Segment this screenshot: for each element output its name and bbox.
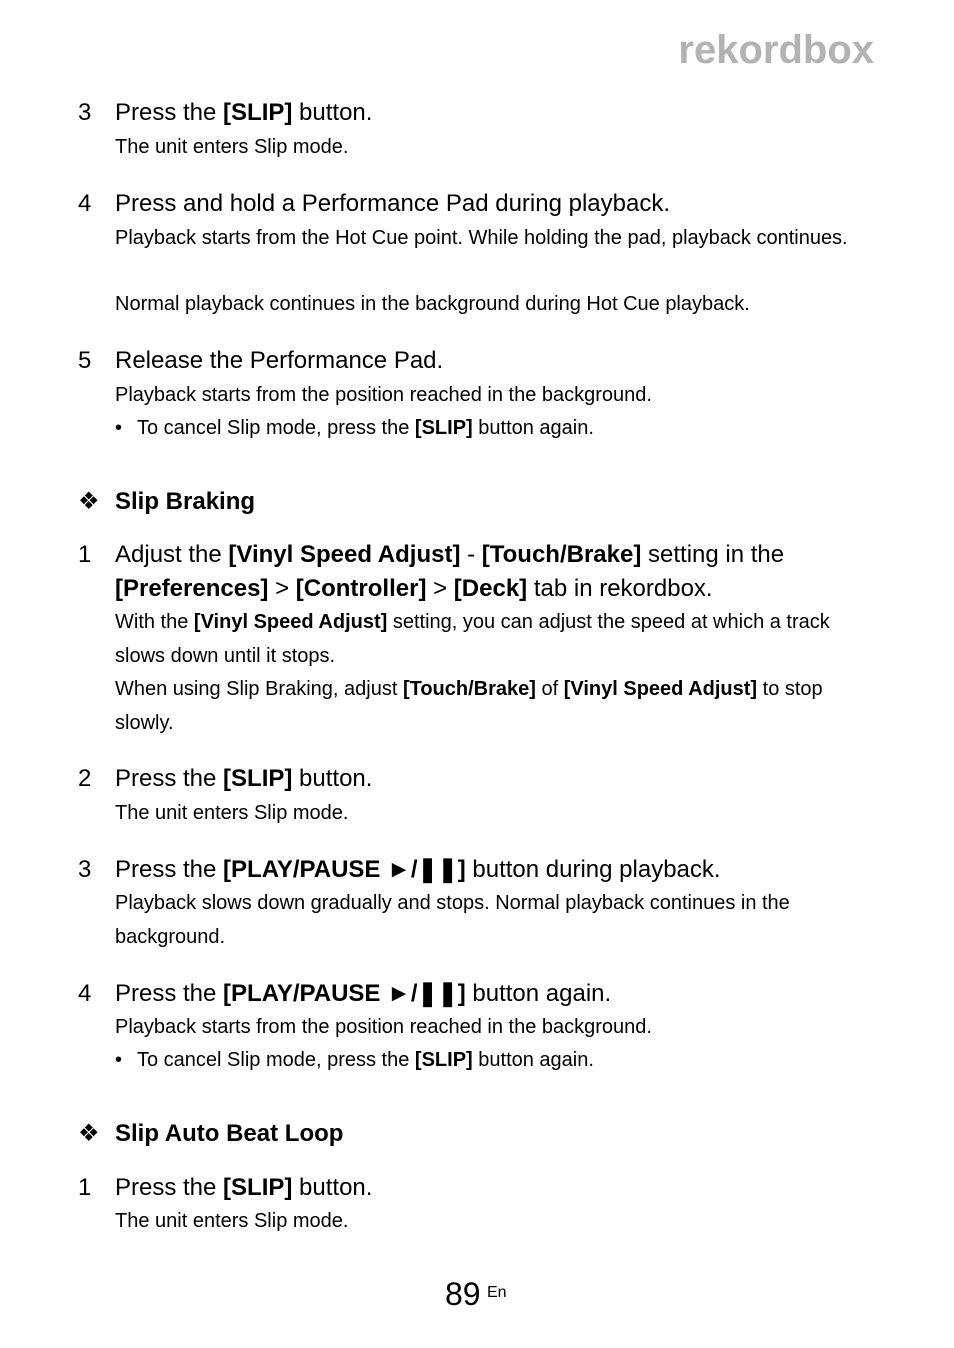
step-heading: Release the Performance Pad. <box>115 347 444 374</box>
page-number: 89 <box>445 1276 481 1312</box>
step-heading <box>115 96 875 130</box>
step-heading: Press and hold a Performance Pad during playback. <box>115 190 670 217</box>
play-pause-button-label: [PLAY/PAUSE ►/❚❚] <box>223 980 466 1007</box>
text: To cancel Slip mode, press the <box>137 1049 415 1071</box>
text: With the <box>115 611 194 633</box>
text: button again. <box>465 980 612 1007</box>
slip-button-label: [SLIP] <box>223 765 293 792</box>
step-description: Playback starts from the position reached in the background. <box>115 384 652 406</box>
slip-button-label: [SLIP] <box>223 99 293 126</box>
diamond-icon: ❖ <box>78 488 100 515</box>
step-description: Playback starts from the position reached in the background. <box>115 1016 652 1038</box>
step-description: The unit enters Slip mode. <box>115 802 349 824</box>
setting-label: [Vinyl Speed Adjust] <box>228 541 461 568</box>
tab-label: [Deck] <box>453 575 528 602</box>
menu-label: [Controller] <box>295 575 427 602</box>
text: button. <box>292 99 373 126</box>
bullet-icon: • <box>115 1049 123 1071</box>
language-code: En <box>487 1284 507 1301</box>
text: > <box>426 575 454 602</box>
text: Press the <box>115 1174 224 1201</box>
step-description: Playback slows down gradually and stops. Normal playback continues in the background. <box>115 892 790 948</box>
step-number: 4 <box>78 190 92 217</box>
section-heading-slip-braking <box>78 485 255 519</box>
menu-label: [Preferences] <box>115 575 269 602</box>
slip-button-label: [SLIP] <box>223 1174 293 1201</box>
section-heading-slip-auto-beat-loop <box>78 1117 343 1151</box>
text: - <box>460 541 482 568</box>
bullet-note <box>115 412 875 445</box>
text: to stop slowly. <box>115 678 823 734</box>
step-description <box>115 606 875 673</box>
text: Adjust the <box>115 541 229 568</box>
setting-label: [Touch/Brake] <box>481 541 642 568</box>
text: When using Slip Braking, adjust <box>115 678 403 700</box>
text: setting in the <box>641 541 785 568</box>
step-number: 3 <box>78 856 92 883</box>
step-heading <box>115 853 875 887</box>
step-number: 2 <box>78 765 92 792</box>
text: setting, you can adjust the speed at which a track slows down until it stops. <box>115 611 830 667</box>
step-heading <box>115 538 875 606</box>
text: Press the <box>115 99 224 126</box>
slip-button-label: [SLIP] <box>414 1049 473 1071</box>
step-description: The unit enters Slip mode. <box>115 136 349 158</box>
step-number: 3 <box>78 99 92 126</box>
bullet-icon: • <box>115 417 123 439</box>
step-heading <box>115 762 875 796</box>
setting-label: [Vinyl Speed Adjust] <box>193 611 388 633</box>
step-heading <box>115 1171 875 1205</box>
slip-button-label: [SLIP] <box>414 417 473 439</box>
text: To cancel Slip mode, press the <box>137 417 415 439</box>
text: Press the <box>115 856 224 883</box>
text: tab in rekordbox. <box>527 575 713 602</box>
setting-label: [Vinyl Speed Adjust] <box>563 678 758 700</box>
text: of <box>535 678 564 700</box>
brand-logo: rekordbox <box>678 28 874 72</box>
step-number: 5 <box>78 347 92 374</box>
step-description: Playback starts from the Hot Cue point. While holding the pad, playback continues. <box>115 227 848 249</box>
step-description: Normal playback continues in the background during Hot Cue playback. <box>115 293 750 315</box>
section-title: Slip Auto Beat Loop <box>115 1120 344 1147</box>
text: > <box>268 575 296 602</box>
bullet-note <box>115 1044 875 1077</box>
text: button again. <box>472 417 594 439</box>
text: button. <box>292 1174 373 1201</box>
diamond-icon: ❖ <box>78 1120 100 1147</box>
text: Press the <box>115 980 224 1007</box>
step-number: 4 <box>78 980 92 1007</box>
step-description: The unit enters Slip mode. <box>115 1210 349 1232</box>
text: Press the <box>115 765 224 792</box>
step-description <box>115 673 875 740</box>
step-number: 1 <box>78 1174 92 1201</box>
play-pause-button-label: [PLAY/PAUSE ►/❚❚] <box>223 856 466 883</box>
section-title: Slip Braking <box>115 488 256 515</box>
text: button again. <box>472 1049 594 1071</box>
setting-label: [Touch/Brake] <box>402 678 536 700</box>
text: button. <box>292 765 373 792</box>
step-number: 1 <box>78 541 92 568</box>
text: button during playback. <box>465 856 721 883</box>
step-heading <box>115 977 875 1011</box>
